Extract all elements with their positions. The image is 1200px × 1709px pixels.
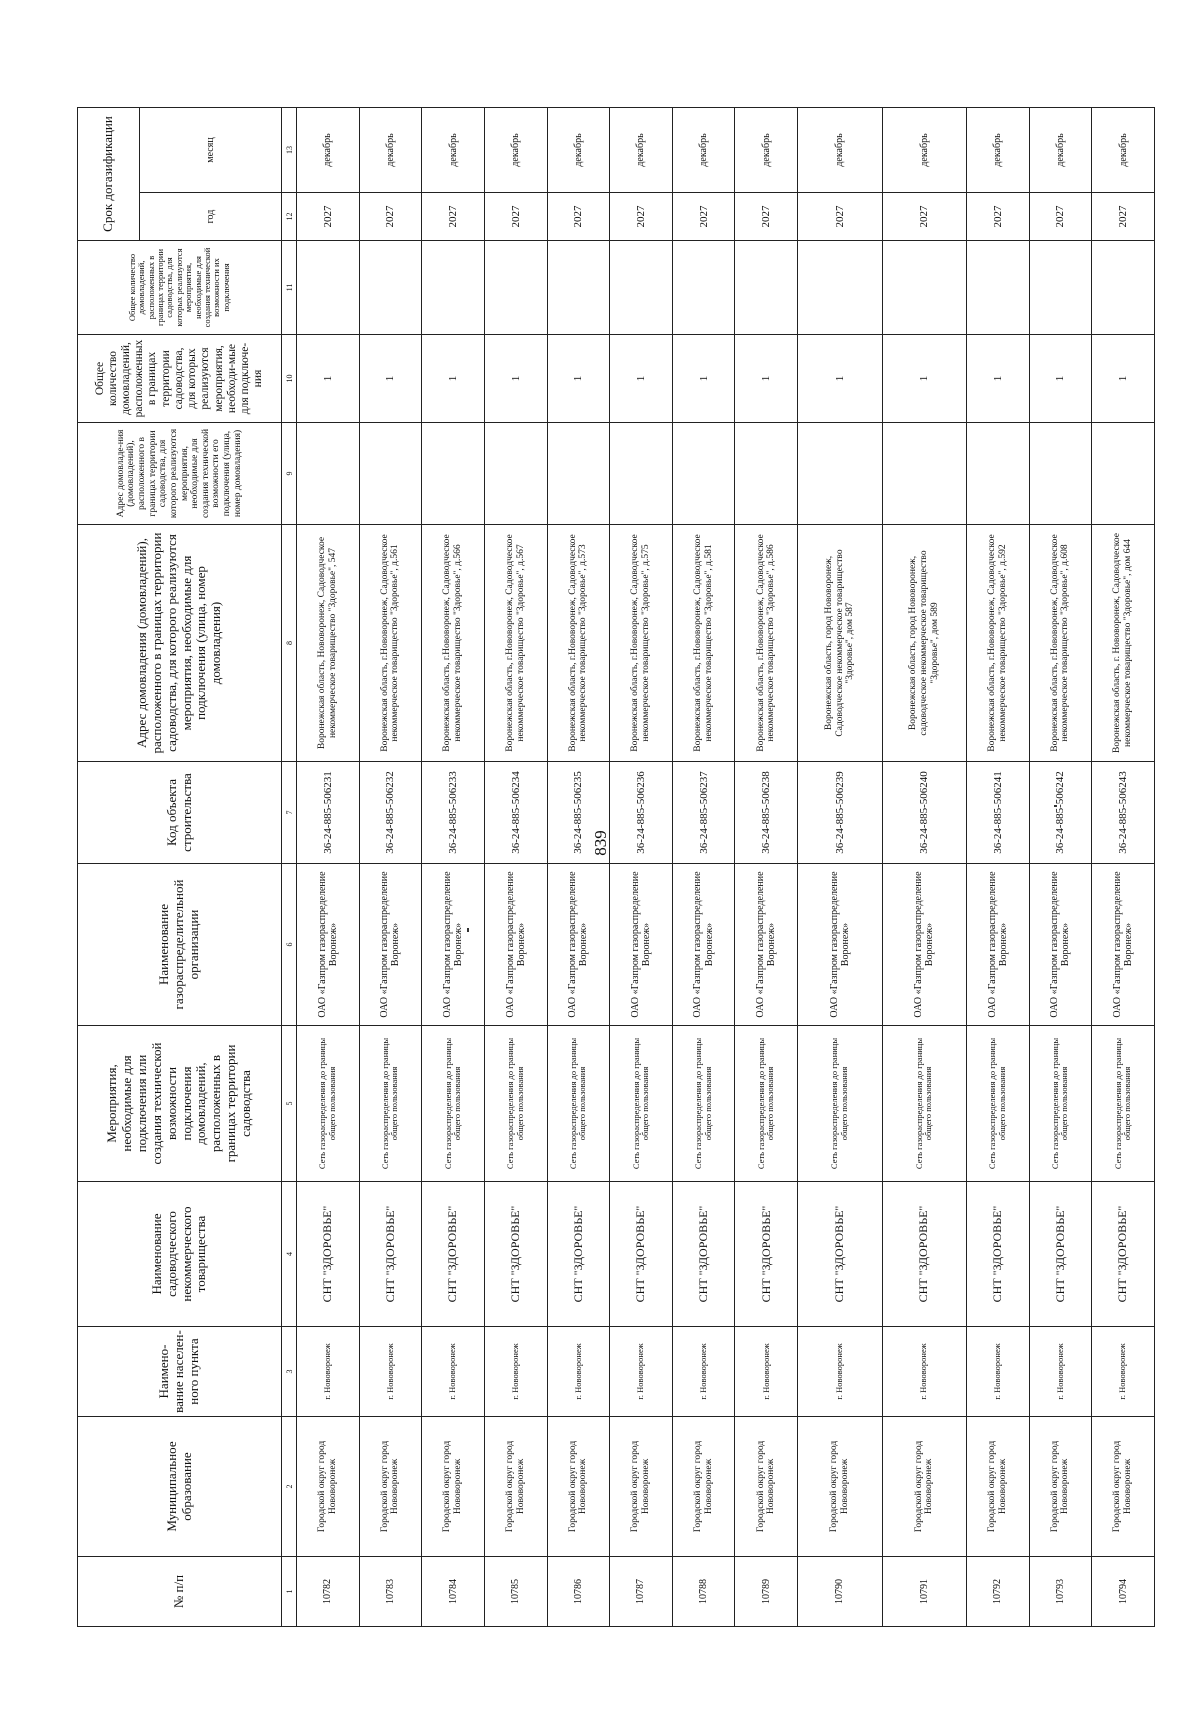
month-cell: декабрь [672,108,735,193]
object-code-cell: 36-24-885-506233 [422,762,485,864]
gas-org-cell: ОАО «Газпром газораспределение Воронеж» [672,864,735,1026]
column-number: 12 [282,193,297,241]
column-number: 10 [282,335,297,423]
header-settlement: Наимено-вание населен-ного пункта [78,1327,282,1417]
object-code-cell: 36-24-885-506241 [966,762,1029,864]
count-tech-cell [422,241,485,335]
month-cell: декабрь [966,108,1029,193]
count-connect-cell: 1 [1092,335,1155,423]
gas-org-cell: ОАО «Газпром газораспределение Воронеж» [1092,864,1155,1026]
table-row [735,108,798,1627]
snt-name-cell: СНТ "ЗДОРОВЬЕ" [966,1182,1029,1327]
snt-name-cell: СНТ "ЗДОРОВЬЕ" [610,1182,673,1327]
municipality-cell: Городской округ город Нововоронеж [359,1417,422,1557]
row-index: 10788 [672,1557,735,1627]
column-number: 9 [282,423,297,525]
address-connect-cell: Воронежская область, г.Нововоронеж, Садоводческое некоммерческое товарищество "Здоровье", д.566 [422,525,485,762]
year-cell: 2027 [1092,193,1155,241]
row-index: 10784 [422,1557,485,1627]
address-connect-cell: Воронежская область, г.Нововоронеж, Садоводческое некоммерческое товарищество "Здоровье", д.592 [966,525,1029,762]
table-row [966,108,1029,1627]
object-code-cell: 36-24-885-506236 [610,762,673,864]
count-tech-cell [359,241,422,335]
address-tech-cell [297,423,360,525]
table-row [1092,108,1155,1627]
count-tech-cell [1029,241,1092,335]
column-number: 8 [282,525,297,762]
address-tech-cell [547,423,610,525]
gas-org-cell: ОАО «Газпром газораспределение Воронеж» [484,864,547,1026]
municipality-cell: Городской округ город Нововоронеж [966,1417,1029,1557]
address-tech-cell [359,423,422,525]
count-tech-cell [672,241,735,335]
address-tech-cell [966,423,1029,525]
address-tech-cell [1092,423,1155,525]
table-header [78,108,297,1627]
month-cell: декабрь [359,108,422,193]
gas-org-cell: ОАО «Газпром газораспределение Воронеж» [547,864,610,1026]
month-cell: декабрь [484,108,547,193]
count-tech-cell [798,241,882,335]
measure-cell: Сеть газораспределения до границы общего пользования [484,1026,547,1182]
municipality-cell: Городской округ город Нововоронеж [1029,1417,1092,1557]
municipality-cell: Городской округ город Нововоронеж [610,1417,673,1557]
year-cell: 2027 [484,193,547,241]
count-tech-cell [297,241,360,335]
month-cell: декабрь [610,108,673,193]
settlement-cell: г. Нововоронеж [547,1327,610,1417]
month-cell: декабрь [1092,108,1155,193]
snt-name-cell: СНТ "ЗДОРОВЬЕ" [672,1182,735,1327]
gas-org-cell: ОАО «Газпром газораспределение Воронеж» [422,864,485,1026]
address-connect-cell: Воронежская область, г.Нововоронеж, Садоводческое некоммерческое товарищество "Здоровье", д.608 [1029,525,1092,762]
snt-name-cell: СНТ "ЗДОРОВЬЕ" [1029,1182,1092,1327]
address-connect-cell: Воронежская область, Нововоронеж, Садоводческое некоммерческое товарищество "Здоровье", 547 [297,525,360,762]
row-index: 10790 [798,1557,882,1627]
municipality-cell: Городской округ город Нововоронеж [882,1417,966,1557]
table-row [297,108,360,1627]
address-connect-cell: Воронежская область, г.Нововоронеж, Садоводческое некоммерческое товарищество "Здоровье", д.586 [735,525,798,762]
settlement-cell: г. Нововоронеж [735,1327,798,1417]
month-cell: декабрь [547,108,610,193]
row-index: 10787 [610,1557,673,1627]
object-code-cell: 36-24-885-506234 [484,762,547,864]
measure-cell: Сеть газораспределения до границы общего пользования [966,1026,1029,1182]
year-cell: 2027 [966,193,1029,241]
snt-name-cell: СНТ "ЗДОРОВЬЕ" [484,1182,547,1327]
object-code-cell: 36-24-885-506238 [735,762,798,864]
table-row [547,108,610,1627]
address-tech-cell [735,423,798,525]
column-number: 4 [282,1182,297,1327]
year-cell: 2027 [672,193,735,241]
object-code-cell: 36-24-885-506232 [359,762,422,864]
row-index: 10785 [484,1557,547,1627]
object-code-cell: 36-24-885-506243 [1092,762,1155,864]
measure-cell: Сеть газораспределения до границы общего пользования [547,1026,610,1182]
address-tech-cell [1029,423,1092,525]
object-code-cell: 36-24-885-506231 [297,762,360,864]
municipality-cell: Городской округ город Нововоронеж [422,1417,485,1557]
measure-cell: Сеть газораспределения до границы общего пользования [1092,1026,1155,1182]
column-number-row [282,108,297,1627]
address-tech-cell [672,423,735,525]
gas-org-cell: ОАО «Газпром газораспределение Воронеж» [966,864,1029,1026]
count-tech-cell [610,241,673,335]
header-address-tech: Адрес домовладе-ния (домовладений), расположенного в границах территории садоводства, для которого реализуются мероприятия, необходимые для создания технической возможности его подключения (улица, номер домовладения) [78,423,282,525]
settlement-cell: г. Нововоронеж [1092,1327,1155,1417]
page-number: 839 [591,830,610,856]
header-object-code: Код объекта строительства [78,762,282,864]
row-index: 10786 [547,1557,610,1627]
table-row [610,108,673,1627]
year-cell: 2027 [359,193,422,241]
row-index: 10794 [1092,1557,1155,1627]
count-tech-cell [547,241,610,335]
month-cell: декабрь [798,108,882,193]
snt-name-cell: СНТ "ЗДОРОВЬЕ" [422,1182,485,1327]
header-gas-org: Наименование газораспределительной организации [78,864,282,1026]
snt-name-cell: СНТ "ЗДОРОВЬЕ" [359,1182,422,1327]
municipality-cell: Городской округ город Нововоронеж [735,1417,798,1557]
gas-org-cell: ОАО «Газпром газораспределение Воронеж» [882,864,966,1026]
measure-cell: Сеть газораспределения до границы общего пользования [798,1026,882,1182]
gas-org-cell: ОАО «Газпром газораспределение Воронеж» [735,864,798,1026]
measure-cell: Сеть газораспределения до границы общего пользования [297,1026,360,1182]
count-tech-cell [735,241,798,335]
header-deadline: Срок догазификации [78,108,140,241]
gasification-table [77,107,1155,1627]
count-connect-cell: 1 [966,335,1029,423]
year-cell: 2027 [735,193,798,241]
measure-cell: Сеть газораспределения до границы общего пользования [610,1026,673,1182]
row-index: 10789 [735,1557,798,1627]
month-cell: декабрь [882,108,966,193]
object-code-cell: 36-24-885-506235 [547,762,610,864]
gas-org-cell: ОАО «Газпром газораспределение Воронеж» [359,864,422,1026]
settlement-cell: г. Нововоронеж [610,1327,673,1417]
gas-org-cell: ОАО «Газпром газораспределение Воронеж» [297,864,360,1026]
count-connect-cell: 1 [484,335,547,423]
month-cell: декабрь [1029,108,1092,193]
object-code-cell: 36-24-885-506237 [672,762,735,864]
table-row [484,108,547,1627]
month-cell: декабрь [422,108,485,193]
address-connect-cell: Воронежская область, город Нововоронеж, садоводческое некоммерческое товарищество "Здоровье", дом 589 [882,525,966,762]
header-snt-name: Наименование садоводческого некоммерческого товарищества [78,1182,282,1327]
header-num: № п/п [78,1557,282,1627]
count-connect-cell: 1 [735,335,798,423]
column-number: 6 [282,864,297,1026]
settlement-cell: г. Нововоронеж [966,1327,1029,1417]
header-address-connect: Адрес домовладения (домовладений), расположенного в границах территории садоводства, для которого реализуются мероприятия, необходимые для подключения (улица, номер домовладения) [78,525,282,762]
count-connect-cell: 1 [798,335,882,423]
count-connect-cell: 1 [547,335,610,423]
snt-name-cell: СНТ "ЗДОРОВЬЕ" [735,1182,798,1327]
settlement-cell: г. Нововоронеж [672,1327,735,1417]
object-code-cell: 36-24-885-506242 [1029,762,1092,864]
count-tech-cell [1092,241,1155,335]
gas-org-cell: ОАО «Газпром газораспределение Воронеж» [610,864,673,1026]
count-tech-cell [882,241,966,335]
gas-org-cell: ОАО «Газпром газораспределение Воронеж» [1029,864,1092,1026]
address-tech-cell [610,423,673,525]
header-measures: Мероприятия, необходимые для подключения или создания технической возможности подключения домовладений, расположенных в границах территории садоводства [78,1026,282,1182]
settlement-cell: г. Нововоронеж [422,1327,485,1417]
year-cell: 2027 [422,193,485,241]
year-cell: 2027 [610,193,673,241]
count-connect-cell: 1 [882,335,966,423]
snt-name-cell: СНТ "ЗДОРОВЬЕ" [547,1182,610,1327]
settlement-cell: г. Нововоронеж [882,1327,966,1417]
row-index: 10793 [1029,1557,1092,1627]
header-month: месяц [140,108,282,193]
count-connect-cell: 1 [422,335,485,423]
row-index: 10783 [359,1557,422,1627]
year-cell: 2027 [547,193,610,241]
table-row [798,108,882,1627]
header-year: год [140,193,282,241]
measure-cell: Сеть газораспределения до границы общего пользования [1029,1026,1092,1182]
rotated-table-container [77,108,1155,1627]
count-connect-cell: 1 [1029,335,1092,423]
address-connect-cell: Воронежская область, г. Нововоронеж, Садоводческое некоммерческое товарищество "Здоровье", дом 644 [1092,525,1155,762]
settlement-cell: г. Нововоронеж [297,1327,360,1417]
header-municipality: Муниципальное образование [78,1417,282,1557]
column-number: 5 [282,1026,297,1182]
address-connect-cell: Воронежская область, г.Нововоронеж, Садоводческое некоммерческое товарищество "Здоровье", д.561 [359,525,422,762]
table-row [1029,108,1092,1627]
month-cell: декабрь [735,108,798,193]
measure-cell: Сеть газораспределения до границы общего пользования [735,1026,798,1182]
municipality-cell: Городской округ город Нововоронеж [1092,1417,1155,1557]
count-connect-cell: 1 [610,335,673,423]
object-code-cell: 36-24-885-506239 [798,762,882,864]
municipality-cell: Городской округ город Нововоронеж [484,1417,547,1557]
row-index: 10792 [966,1557,1029,1627]
settlement-cell: г. Нововоронеж [798,1327,882,1417]
object-code-cell: 36-24-885-506240 [882,762,966,864]
address-tech-cell [484,423,547,525]
table-row [882,108,966,1627]
address-tech-cell [798,423,882,525]
count-connect-cell: 1 [672,335,735,423]
column-number: 11 [282,241,297,335]
settlement-cell: г. Нововоронеж [1029,1327,1092,1417]
column-number: 2 [282,1417,297,1557]
column-number: 13 [282,108,297,193]
snt-name-cell: СНТ "ЗДОРОВЬЕ" [297,1182,360,1327]
municipality-cell: Городской округ город Нововоронеж [547,1417,610,1557]
measure-cell: Сеть газораспределения до границы общего пользования [359,1026,422,1182]
address-connect-cell: Воронежская область, город Нововоронеж, Садоводческое некоммерческое товарищество "Здоровье", дом 587 [798,525,882,762]
year-cell: 2027 [882,193,966,241]
column-number: 7 [282,762,297,864]
table-row [672,108,735,1627]
column-number: 1 [282,1557,297,1627]
municipality-cell: Городской округ город Нововоронеж [297,1417,360,1557]
address-connect-cell: Воронежская область, г.Нововоронеж, Садоводческое некоммерческое товарищество "Здоровье", д.575 [610,525,673,762]
address-tech-cell [882,423,966,525]
snt-name-cell: СНТ "ЗДОРОВЬЕ" [1092,1182,1155,1327]
snt-name-cell: СНТ "ЗДОРОВЬЕ" [798,1182,882,1327]
count-tech-cell [484,241,547,335]
header-count-connect: Общее количество домовладений, расположенных в границах территории садоводства, для которых реализуются мероприятия, необходи-мые для подключе-ния [78,335,282,423]
gas-org-cell: ОАО «Газпром газораспределение Воронеж» [798,864,882,1026]
row-index: 10791 [882,1557,966,1627]
table-body [297,108,1155,1627]
count-tech-cell [966,241,1029,335]
measure-cell: Сеть газораспределения до границы общего пользования [422,1026,485,1182]
settlement-cell: г. Нововоронеж [359,1327,422,1417]
year-cell: 2027 [798,193,882,241]
month-cell: декабрь [297,108,360,193]
municipality-cell: Городской округ город Нововоронеж [672,1417,735,1557]
address-connect-cell: Воронежская область, г.Нововоронеж, Садоводческое некоммерческое товарищество "Здоровье", д.581 [672,525,735,762]
year-cell: 2027 [1029,193,1092,241]
count-connect-cell: 1 [297,335,360,423]
address-tech-cell [422,423,485,525]
address-connect-cell: Воронежская область, г.Нововоронеж, Садоводческое некоммерческое товарищество "Здоровье", д.567 [484,525,547,762]
count-connect-cell: 1 [359,335,422,423]
row-index: 10782 [297,1557,360,1627]
measure-cell: Сеть газораспределения до границы общего пользования [882,1026,966,1182]
municipality-cell: Городской округ город Нововоронеж [798,1417,882,1557]
table-row [359,108,422,1627]
column-number: 3 [282,1327,297,1417]
table-row [422,108,485,1627]
snt-name-cell: СНТ "ЗДОРОВЬЕ" [882,1182,966,1327]
header-count-tech: Общее количество домовладений, расположенных в границах территории садоводства, для которых реализуются мероприятия, необходимые для создания технической возможности их подключения [78,241,282,335]
settlement-cell: г. Нововоронеж [484,1327,547,1417]
year-cell: 2027 [297,193,360,241]
measure-cell: Сеть газораспределения до границы общего пользования [672,1026,735,1182]
address-connect-cell: Воронежская область, г.Нововоронеж, Садоводческое некоммерческое товарищество "Здоровье", д.573 [547,525,610,762]
